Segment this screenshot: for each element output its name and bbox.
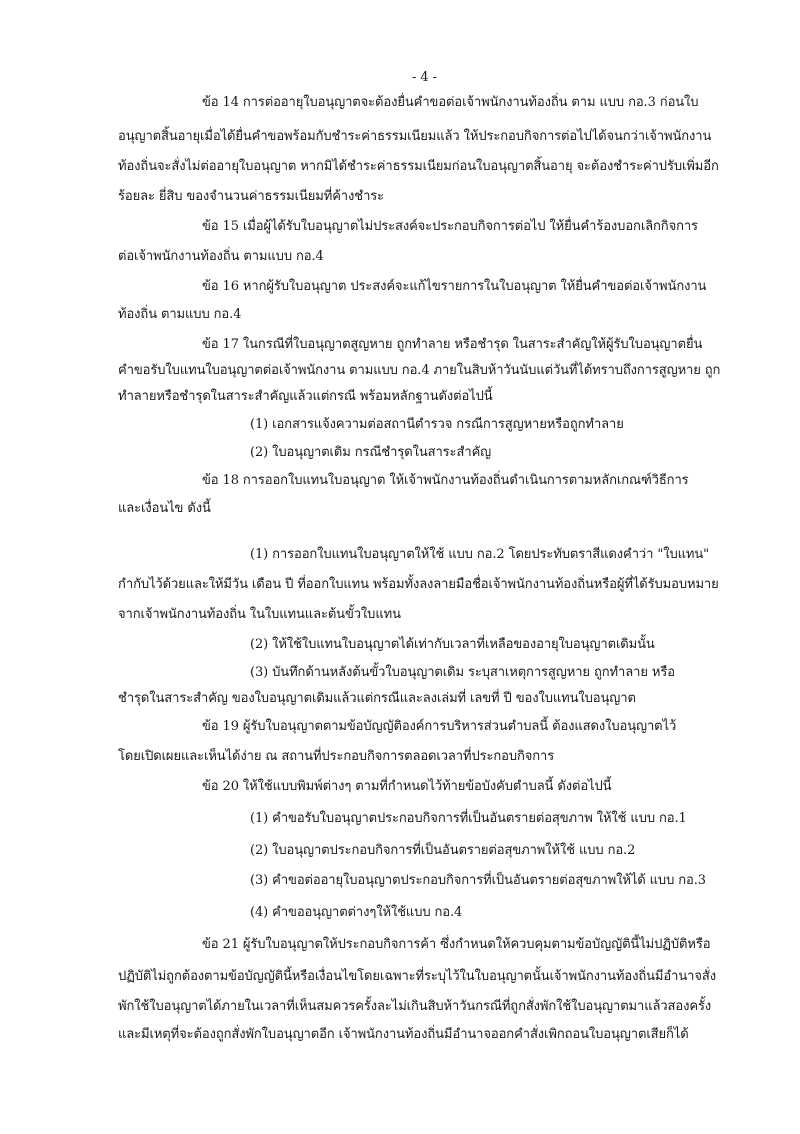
page-number: - 4 - [412, 70, 437, 85]
clause-17-item: (2) ใบอนุญาตเดิม กรณีชำรุดในสาระสำคัญ [250, 445, 492, 460]
clause-15-line: ข้อ 15 เมื่อผู้ได้รับใบอนุญาตไม่ประสงค์จะประกอบกิจการต่อไป ให้ยื่นคำร้องบอกเลิกกิจการ [202, 219, 698, 234]
clause-17-line: คำขอรับใบแทนใบอนุญาตต่อเจ้าพนักงาน ตามแบบ กอ.4 ภายในสิบห้าวันนับแต่วันที่ได้ทราบถึงการสูญหาย ถูก [118, 363, 721, 378]
clause-18-item: (1) การออกใบแทนใบอนุญาตให้ใช้ แบบ กอ.2 โดยประทับตราสีแดงคำว่า "ใบแทน" [250, 547, 710, 562]
clause-20-line: ข้อ 20 ให้ใช้แบบพิมพ์ต่างๆ ตามที่กำหนดไว้ท้ายข้อบังคับตำบลนี้ ดังต่อไปนี้ [202, 779, 612, 794]
clause-18-item: กำกับไว้ด้วยและให้มีวัน เดือน ปี ที่ออกใบแทน พร้อมทั้งลงลายมือชื่อเจ้าพนักงานท้องถิ่นหรือผู้ที่ได้รับมอบหมาย [118, 577, 719, 592]
clause-14-line: ข้อ 14 การต่ออายุใบอนุญาตจะต้องยื่นคำขอต่อเจ้าพนักงานท้องถิ่น ตาม แบบ กอ.3 ก่อนใบ [202, 95, 699, 110]
clause-15-line: ต่อเจ้าพนักงานท้องถิ่น ตามแบบ กอ.4 [118, 249, 324, 264]
clause-18-item: ชำรุดในสาระสำคัญ ของใบอนุญาตเดิมแล้วแต่กรณีและลงเล่มที่ เลขที่ ปี ของใบแทนใบอนุญาต [118, 691, 636, 706]
clause-17-line: ข้อ 17 ในกรณีที่ใบอนุญาตสูญหาย ถูกทำลาย หรือชำรุด ในสาระสำคัญให้ผู้รับใบอนุญาตยื่น [202, 337, 703, 352]
clause-18-line: ข้อ 18 การออกใบแทนใบอนุญาต ให้เจ้าพนักงานท้องถิ่นดำเนินการตามหลักเกณฑ์วิธีการ [202, 473, 689, 488]
clause-16-line: ท้องถิ่น ตามแบบ กอ.4 [118, 307, 242, 322]
clause-21-line: และมีเหตุที่จะต้องถูกสั่งพักใบอนุญาตอีก เจ้าพนักงานท้องถิ่นมีอำนาจออกคำสั่งเพิกถอนใบอนุญาตเสียก็ได้ [118, 1027, 689, 1042]
clause-21-line: ปฏิบัติไม่ถูกต้องตามข้อบัญญัตินี้หรือเงื่อนไขโดยเฉพาะที่ระบุไว้ในใบอนุญาตนั้นเจ้าพนักงานท้องถิ่นมีอำนาจสั่ง [118, 969, 716, 984]
clause-19-line: ข้อ 19 ผู้รับใบอนุญาตตามข้อบัญญัติองค์การบริหารส่วนตำบลนี้ ต้องแสดงใบอนุญาตไว้ [202, 719, 677, 734]
clause-17-item: (1) เอกสารแจ้งความต่อสถานีตำรวจ กรณีการสูญหายหรือถูกทำลาย [250, 417, 624, 432]
clause-21-line: พักใช้ใบอนุญาตได้ภายในเวลาที่เห็นสมควรครั้งละไม่เกินสิบห้าวันกรณีที่ถูกสั่งพักใช้ใบอนุญาตมาแล้วสองครั้ง [118, 999, 712, 1014]
clause-14-line: อนุญาตสิ้นอายุเมื่อได้ยื่นคำขอพร้อมกับชำระค่าธรรมเนียมแล้ว ให้ประกอบกิจการต่อไปได้จนกว่าเจ้าพนักงาน [118, 129, 712, 144]
clause-14-line: ท้องถิ่นจะสั่งไม่ต่ออายุใบอนุญาต หากมิได้ชำระค่าธรรมเนียมก่อนใบอนุญาตสิ้นอายุ จะต้องชำระค่าปรับเพิ่มอีก [118, 159, 719, 174]
clause-18-line: และเงื่อนไข ดังนี้ [118, 501, 211, 516]
clause-19-line: โดยเปิดเผยและเห็นได้ง่าย ณ สถานที่ประกอบกิจการตลอดเวลาที่ประกอบกิจการ [118, 749, 555, 764]
clause-20-item: (4) คำขออนุญาตต่างๆให้ใช้แบบ กอ.4 [250, 905, 463, 920]
clause-20-item: (3) คำขอต่ออายุใบอนุญาตประกอบกิจการที่เป็นอันตรายต่อสุขภาพให้ได้ แบบ กอ.3 [250, 873, 706, 888]
clause-14-line: ร้อยละ ยี่สิบ ของจำนวนค่าธรรมเนียมที่ค้างชำระ [118, 189, 385, 204]
clause-18-item: (2) ให้ใช้ใบแทนใบอนุญาตได้เท่ากับเวลาที่เหลือของอายุใบอนุญาตเดิมนั้น [250, 637, 655, 652]
clause-21-line: ข้อ 21 ผู้รับใบอนุญาตให้ประกอบกิจการค้า ซึ่งกำหนดให้ควบคุมตามข้อบัญญัตินี้ไม่ปฏิบัติหรือ [202, 937, 711, 952]
clause-16-line: ข้อ 16 หากผู้รับใบอนุญาต ประสงค์จะแก้ไขรายการในใบอนุญาต ให้ยื่นคำขอต่อเจ้าพนักงาน [202, 279, 707, 294]
clause-18-item: (3) บันทึกด้านหลังต้นขั้วใบอนุญาตเดิม ระบุสาเหตุการสูญหาย ถูกทำลาย หรือ [250, 665, 675, 680]
clause-20-item: (1) คำขอรับใบอนุญาตประกอบกิจการที่เป็นอันตรายต่อสุขภาพ ให้ใช้ แบบ กอ.1 [250, 811, 687, 826]
clause-20-item: (2) ใบอนุญาตประกอบกิจการที่เป็นอันตรายต่อสุขภาพให้ใช้ แบบ กอ.2 [250, 843, 636, 858]
clause-17-line: ทำลายหรือชำรุดในสาระสำคัญแล้วแต่กรณี พร้อมหลักฐานดังต่อไปนี้ [118, 389, 493, 404]
clause-18-item: จากเจ้าพนักงานท้องถิ่น ในใบแทนและต้นขั้วใบแทน [118, 607, 401, 622]
